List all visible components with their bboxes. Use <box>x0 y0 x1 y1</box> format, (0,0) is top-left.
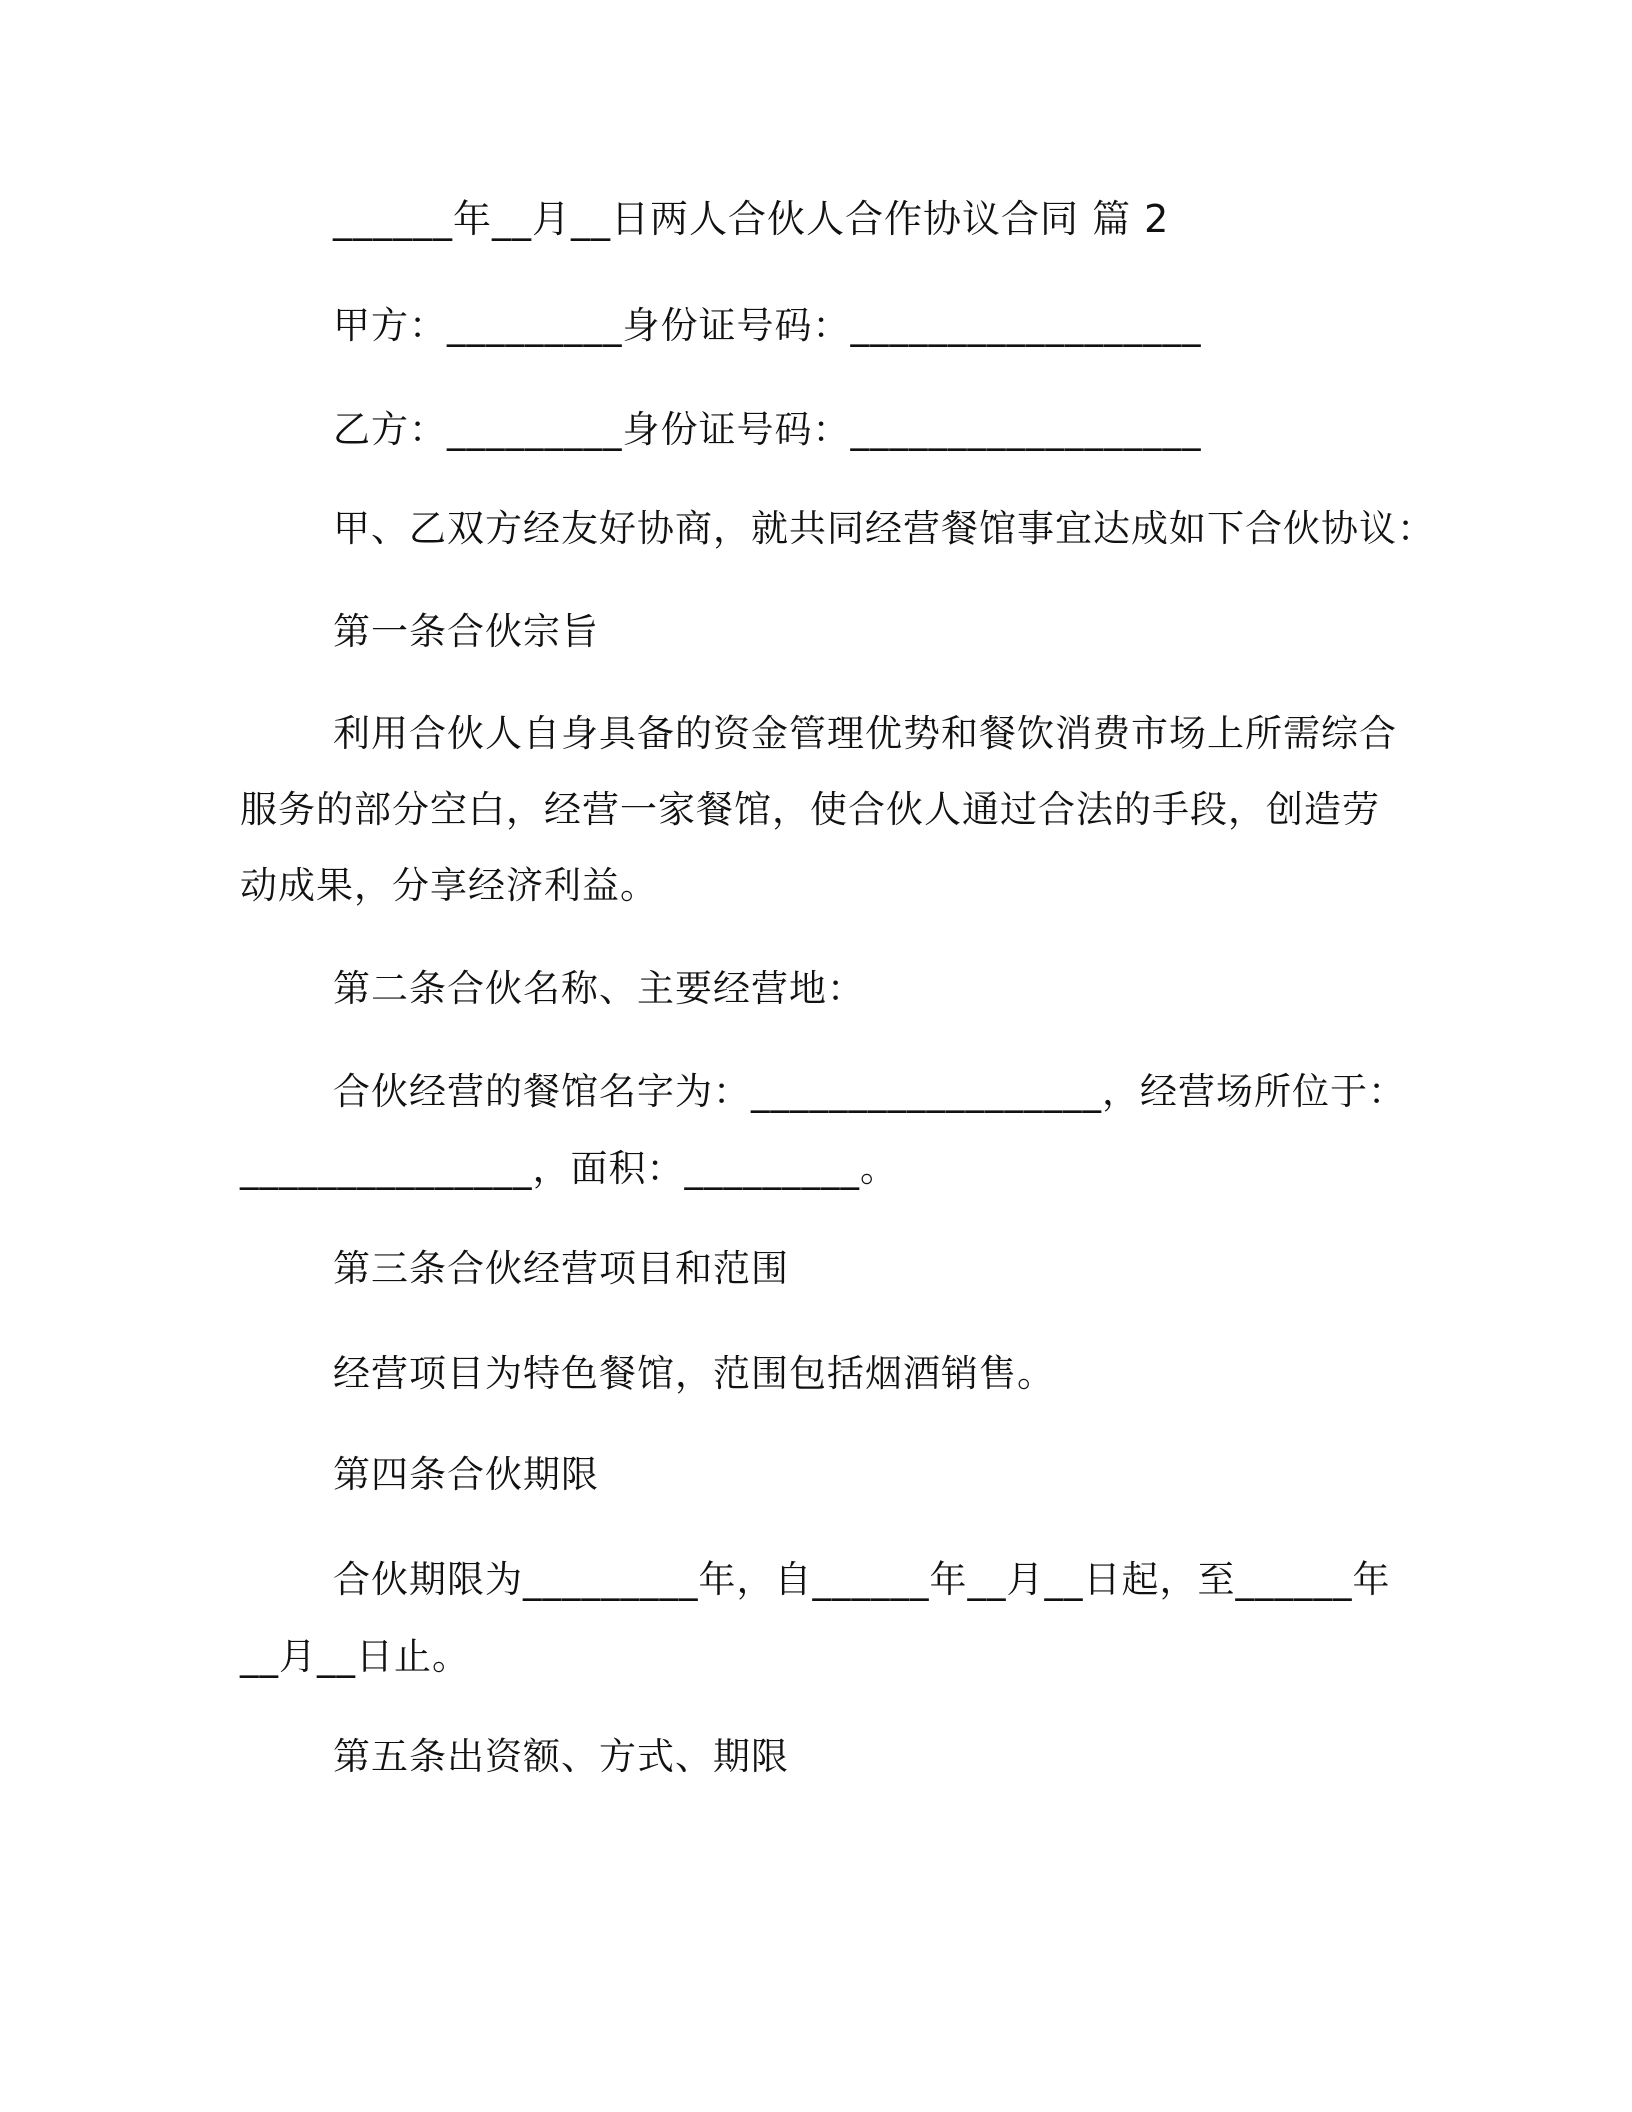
article-1-line-3: 动成果，分享经济利益。 <box>240 864 658 907</box>
page-title: ______年__月__日两人合伙人合作协议合同 篇 2 <box>333 197 1170 241</box>
article-1-heading: 第一条合伙宗旨 <box>333 610 599 653</box>
article-5-heading: 第五条出资额、方式、期限 <box>333 1735 789 1778</box>
article-3-line-1: 经营项目为特色餐馆，范围包括烟酒销售。 <box>333 1352 1055 1395</box>
article-2-line-2: _______________，面积：_________。 <box>240 1147 898 1190</box>
intro-paragraph: 甲、乙双方经友好协商，就共同经营餐馆事宜达成如下合伙协议： <box>333 507 1435 550</box>
article-4-line-2: __月__日止。 <box>240 1635 470 1678</box>
article-1-line-1: 利用合伙人自身具备的资金管理优势和餐饮消费市场上所需综合 <box>333 712 1397 755</box>
party-b-line: 乙方：_________身份证号码：__________________ <box>333 408 1202 451</box>
article-2-heading: 第二条合伙名称、主要经营地： <box>333 967 865 1010</box>
article-4-heading: 第四条合伙期限 <box>333 1453 599 1496</box>
article-4-line-1: 合伙期限为_________年，自______年__月__日起，至______年 <box>333 1558 1391 1601</box>
article-2-line-1: 合伙经营的餐馆名字为：__________________，经营场所位于： <box>333 1070 1406 1113</box>
article-3-heading: 第三条合伙经营项目和范围 <box>333 1247 789 1290</box>
article-1-line-2: 服务的部分空白，经营一家餐馆，使合伙人通过合法的手段，创造劳 <box>240 788 1380 831</box>
party-a-line: 甲方：_________身份证号码：__________________ <box>333 304 1202 347</box>
